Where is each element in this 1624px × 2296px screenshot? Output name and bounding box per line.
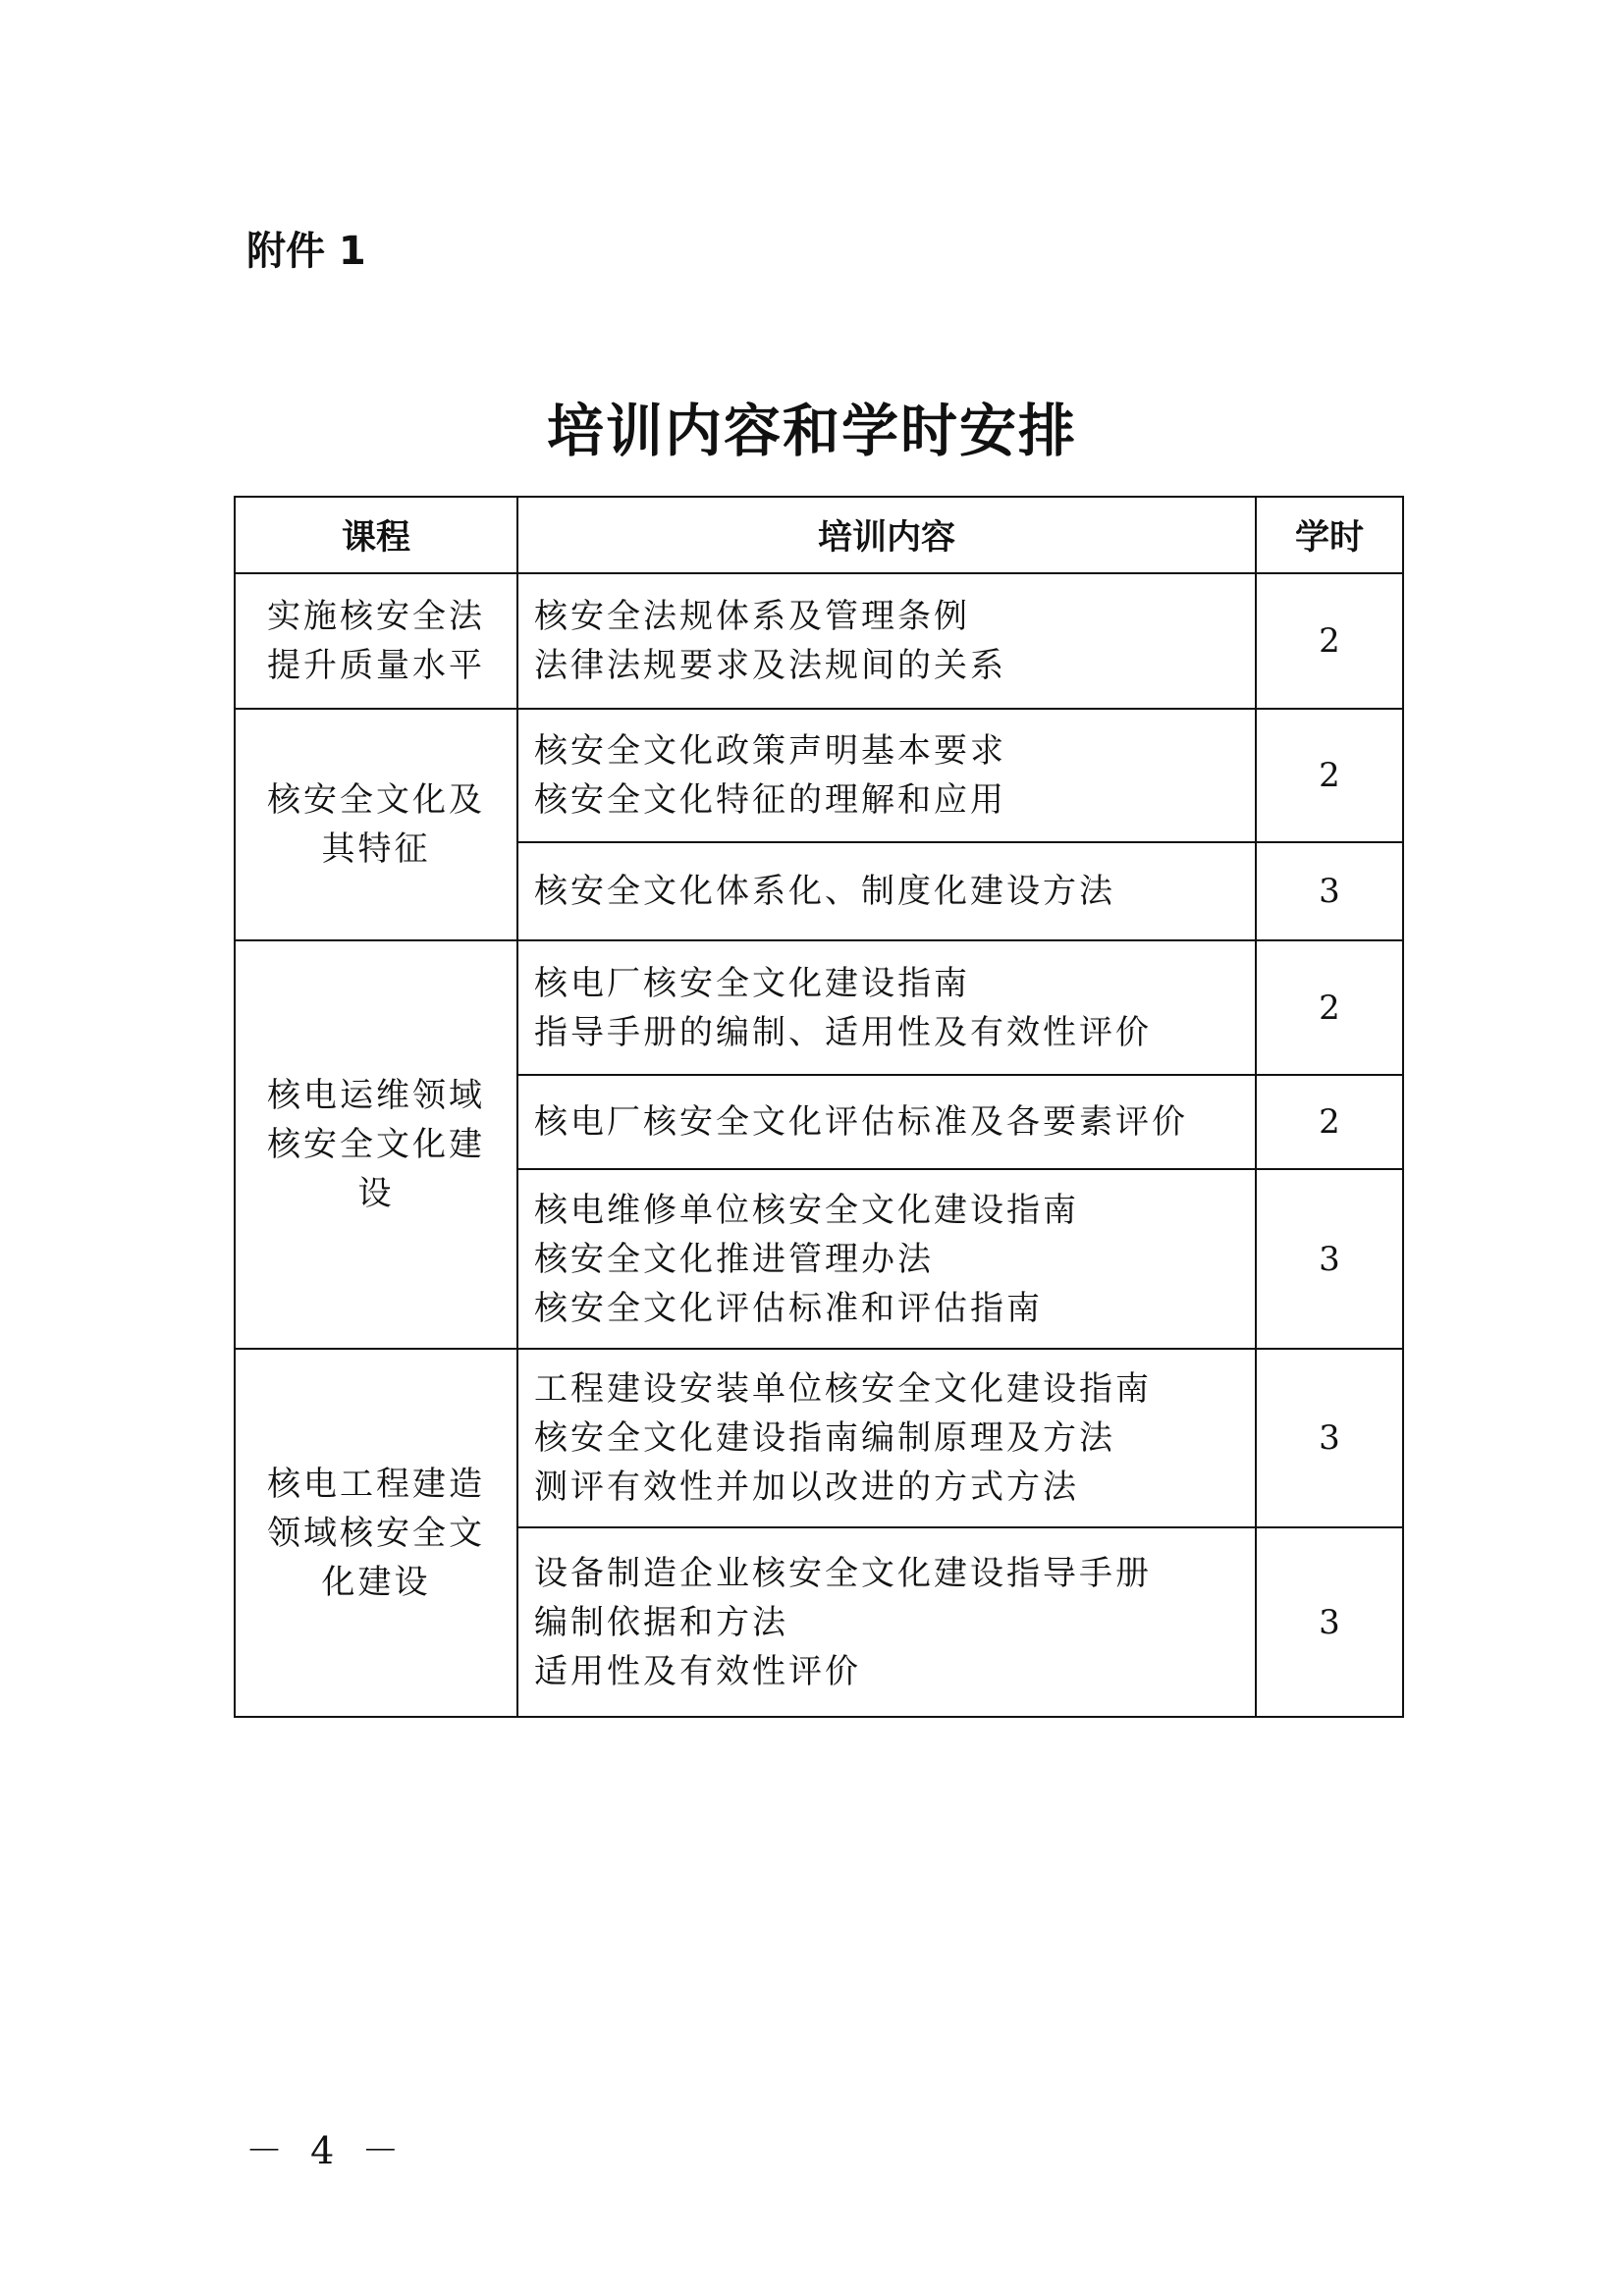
course-cell xyxy=(235,573,517,709)
document-title: 培训内容和学时安排 xyxy=(546,398,1077,464)
hours-cell: 2 xyxy=(1256,573,1403,709)
course-line: 核电工程建造 xyxy=(267,1464,485,1504)
content-line: 核安全文化特征的理解和应用 xyxy=(534,780,1006,820)
course-line: 设 xyxy=(357,1174,395,1213)
course-line: 领域核安全文 xyxy=(267,1513,485,1553)
hours-cell: 2 xyxy=(1256,709,1403,842)
content-line: 核安全文化建设指南编制原理及方法 xyxy=(534,1418,1115,1458)
content-cell xyxy=(517,1349,1256,1527)
content-line: 核电厂核安全文化评估标准及各要素评价 xyxy=(534,1102,1188,1142)
content-line: 核安全文化政策声明基本要求 xyxy=(534,731,1006,771)
header-course: 课程 xyxy=(235,497,517,573)
content-cell xyxy=(517,940,1256,1075)
content-line: 指导手册的编制、适用性及有效性评价 xyxy=(534,1012,1152,1052)
content-line: 核安全文化评估标准和评估指南 xyxy=(534,1288,1043,1328)
course-line: 实施核安全法 xyxy=(267,597,485,636)
content-line: 核电维修单位核安全文化建设指南 xyxy=(534,1190,1079,1230)
hours-cell: 3 xyxy=(1256,1349,1403,1527)
header-content: 培训内容 xyxy=(517,497,1256,573)
hours-cell: 2 xyxy=(1256,940,1403,1075)
content-cell xyxy=(517,709,1256,842)
content-line: 核电厂核安全文化建设指南 xyxy=(534,963,970,1003)
course-line: 提升质量水平 xyxy=(267,646,485,685)
header-hours: 学时 xyxy=(1256,497,1403,573)
course-line: 核安全文化建 xyxy=(267,1125,485,1164)
course-line: 其特征 xyxy=(321,829,431,869)
course-cell xyxy=(235,940,517,1349)
hours-cell: 3 xyxy=(1256,1527,1403,1717)
content-line: 法律法规要求及法规间的关系 xyxy=(534,646,1006,685)
table-header-row xyxy=(235,497,1403,573)
hours-cell: 3 xyxy=(1256,1169,1403,1349)
content-line: 核安全法规体系及管理条例 xyxy=(534,597,970,636)
content-cell xyxy=(517,573,1256,709)
course-line: 核安全文化及 xyxy=(267,780,485,820)
content-cell xyxy=(517,1527,1256,1717)
content-line: 编制依据和方法 xyxy=(534,1602,788,1642)
course-line: 化建设 xyxy=(321,1562,431,1602)
course-cell xyxy=(235,1349,517,1717)
table-row xyxy=(235,709,1403,842)
content-line: 工程建设安装单位核安全文化建设指南 xyxy=(534,1369,1152,1409)
course-line: 核电运维领域 xyxy=(267,1076,485,1115)
hours-cell: 3 xyxy=(1256,842,1403,940)
content-cell xyxy=(517,1169,1256,1349)
table-row xyxy=(235,1349,1403,1527)
attachment-label: 附件 1 xyxy=(246,229,366,274)
table-row xyxy=(235,940,1403,1075)
content-cell xyxy=(517,842,1256,940)
content-line: 设备制造企业核安全文化建设指导手册 xyxy=(534,1553,1152,1593)
table-row xyxy=(235,573,1403,709)
content-cell xyxy=(517,1075,1256,1169)
course-cell xyxy=(235,709,517,940)
training-schedule-table xyxy=(234,496,1404,1718)
hours-cell: 2 xyxy=(1256,1075,1403,1169)
content-line: 测评有效性并加以改进的方式方法 xyxy=(534,1468,1079,1507)
content-line: 核安全文化体系化、制度化建设方法 xyxy=(534,872,1115,911)
content-line: 核安全文化推进管理办法 xyxy=(534,1239,934,1279)
page-number: － 4 － xyxy=(245,2129,407,2172)
content-line: 适用性及有效性评价 xyxy=(534,1651,861,1691)
